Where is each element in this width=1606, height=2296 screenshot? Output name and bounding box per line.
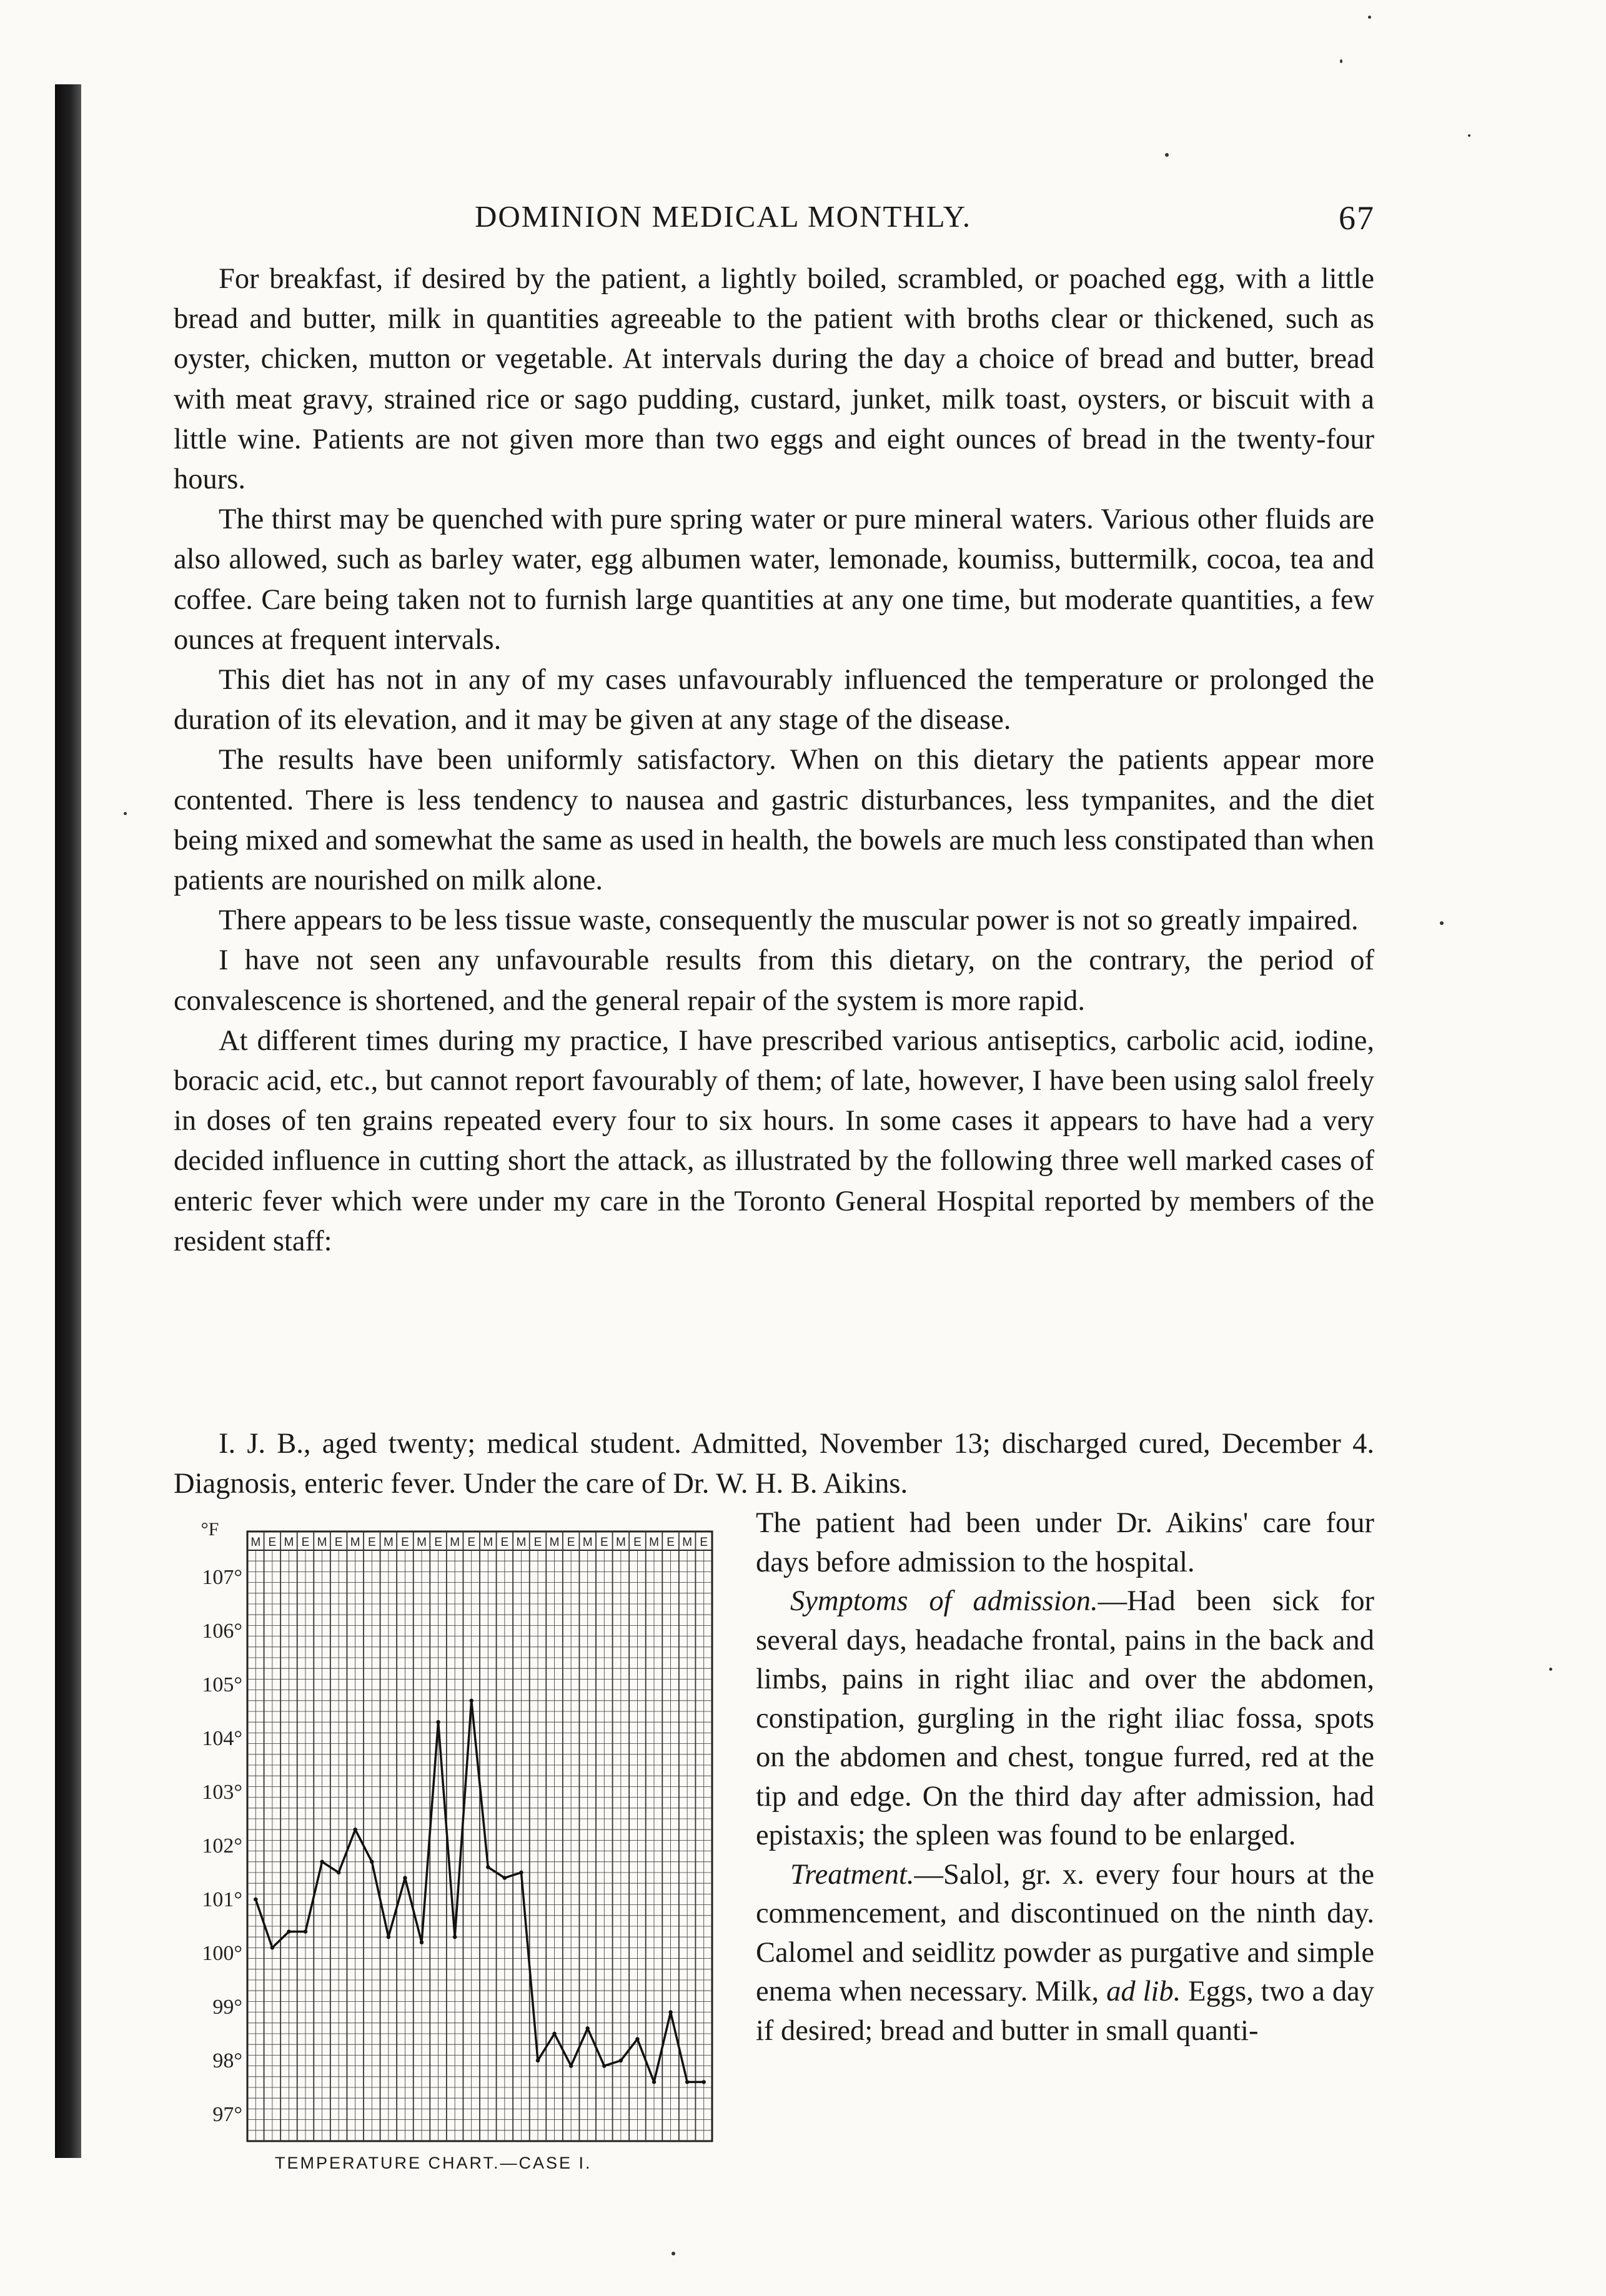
column-label: E — [301, 1536, 310, 1549]
temperature-point — [354, 1828, 357, 1831]
paragraph: This diet has not in any of my cases unfavourably influenced the temperature or prolonged the duration of its elevation, and it may be given at any stage of the disease. — [174, 664, 1374, 736]
y-tick-label: 98° — [212, 2049, 242, 2072]
temperature-point — [436, 1720, 440, 1724]
print-speck — [124, 812, 127, 815]
temperature-point — [519, 1871, 523, 1874]
column-label: M — [649, 1536, 659, 1549]
column-label: E — [401, 1536, 409, 1549]
column-label: M — [549, 1536, 560, 1549]
y-tick-label: 106° — [202, 1620, 242, 1643]
print-speck — [1468, 134, 1470, 137]
y-tick-label: 97° — [212, 2103, 242, 2126]
print-speck — [672, 2252, 675, 2255]
column-label: M — [450, 1536, 460, 1549]
temperature-point — [619, 2059, 623, 2062]
column-label: E — [633, 1536, 642, 1549]
temperature-point — [337, 1871, 340, 1874]
temperature-point — [270, 1946, 274, 1949]
paragraph: For breakfast, if desired by the patient, a lightly boiled, scrambled, or poached egg, with a little bread and butter, milk in quantities agreeable to the patient with broths clear or thickened, such as oyster, chicken, mutton or vegetable. At intervals during the day a choice of bread and butter, bread with meat gravy, strained rice or sago pudding, custard, junket, milk toast, oysters, or biscuit with a little wine. Patients are not given more than two eggs and eight ounces of bread in the twenty-four hours. — [174, 263, 1374, 496]
print-speck — [1368, 16, 1371, 19]
column-label: M — [516, 1536, 527, 1549]
column-label: M — [383, 1536, 394, 1549]
column-label: E — [334, 1536, 343, 1549]
paragraph: I have not seen any unfavourable results from this dietary, on the contrary, the period of convalescence is shortened, and the general repair of the system is more rapid. — [174, 944, 1374, 1017]
temperature-point — [602, 2064, 606, 2067]
column-label: E — [533, 1536, 542, 1549]
temperature-point — [370, 1860, 374, 1864]
column-label: E — [467, 1536, 476, 1549]
temperature-point — [685, 2080, 689, 2084]
unit-label: °F — [201, 1519, 219, 1540]
chart-caption: TEMPERATURE CHART.—CASE I. — [275, 2154, 592, 2172]
temperature-point — [635, 2037, 639, 2041]
symptoms-paragraph — [756, 1582, 1374, 1856]
y-tick-label: 99° — [212, 1996, 242, 2019]
column-label: M — [284, 1536, 294, 1549]
temperature-point — [420, 1941, 424, 1944]
y-tick-label: 101° — [202, 1888, 242, 1911]
treatment-adlib: ad lib. — [1106, 1976, 1181, 2007]
temperature-point — [403, 1876, 407, 1879]
temperature-point — [668, 2010, 672, 2014]
print-speck — [1165, 153, 1169, 157]
y-tick-label: 100° — [202, 1942, 242, 1965]
column-label: E — [667, 1536, 675, 1549]
treatment-text-b: Eggs, two a day if desired; bread and butter in small quanti- — [756, 1976, 1375, 2047]
column-label: M — [317, 1536, 327, 1549]
paragraph: There appears to be less tissue waste, consequently the muscular power is not so greatly impaired. — [219, 904, 1359, 937]
column-label: M — [417, 1536, 427, 1549]
y-tick-label: 102° — [202, 1834, 242, 1858]
running-header — [206, 199, 1375, 249]
treatment-text-a: —Salol, gr. x. every four hours at the commencement, and discontinued on the ninth day. Calomel and seidlitz powder as purgative and simple enema when necessary. Milk, — [756, 1858, 1374, 2007]
paragraph: At different times during my practice, I have prescribed various antiseptics, carbolic acid, iodine, boracic acid, etc., but cannot report favourably of them; of late, however, I have been using salol freely in doses of ten grains repeated every four to six hours. In some cases it appears to have had a very decided influence in cutting short the attack, as illustrated by the following three well marked cases of enteric fever which were under my care in the Toronto General Hospital reported by members of the resident staff: — [174, 1024, 1374, 1257]
column-label: M — [682, 1536, 693, 1549]
temperature-point — [470, 1699, 473, 1703]
column-label: M — [615, 1536, 626, 1549]
y-tick-label: 107° — [202, 1566, 242, 1589]
column-label: M — [582, 1536, 593, 1549]
treatment-heading: Treatment. — [790, 1858, 915, 1891]
paragraph: The results have been uniformly satisfactory. When on this dietary the patients appear more contented. There is less tendency to nausea and gastric disturbances, less tympanites, and the diet being mixed and somewhat the same as used in health, the bowels are much less constipated than when patients are nourished on milk alone. — [174, 744, 1374, 897]
symptoms-heading: Symptoms of admission. — [790, 1585, 1098, 1617]
page-number: 67 — [1339, 199, 1375, 237]
column-label: M — [250, 1536, 261, 1549]
temperature-chart — [169, 1510, 731, 2197]
symptoms-text: —Had been sick for several days, headache frontal, pains in the back and limbs, pains in right iliac and over the abdomen, constipation, gurgling in the right iliac fossa, spots on the abdomen and chest, tongue furred, red at the tip and edge. On the third day after admission, had epistaxis; the spleen was found to be enlarged. — [756, 1585, 1374, 1851]
temperature-point — [569, 2064, 573, 2067]
column-label: M — [350, 1536, 360, 1549]
temperature-point — [304, 1929, 307, 1933]
print-speck — [1440, 921, 1444, 925]
paragraph: The thirst may be quenched with pure spring water or pure mineral waters. Various other fluids are also allowed, such as barley water, egg albumen water, lemonade, koumiss, buttermilk, cocoa, tea and coffee. Care being taken not to furnish large quantities at any one time, but moderate quantities, a few ounces at frequent intervals. — [174, 503, 1374, 656]
treatment-paragraph — [756, 1856, 1374, 2051]
temperature-point — [254, 1898, 257, 1901]
column-label: M — [483, 1536, 493, 1549]
print-speck — [1549, 1668, 1552, 1671]
temperature-point — [387, 1935, 390, 1939]
column-label: E — [600, 1536, 608, 1549]
temperature-point — [536, 2059, 540, 2062]
column-label: E — [367, 1536, 376, 1549]
y-tick-label: 105° — [202, 1673, 242, 1696]
print-speck — [1340, 59, 1342, 63]
column-label: E — [434, 1536, 442, 1549]
case-details — [756, 1504, 1374, 2051]
temperature-point — [453, 1935, 457, 1939]
article-body — [174, 259, 1374, 1262]
temperature-point — [552, 2032, 556, 2036]
temperature-point — [586, 2026, 590, 2030]
column-label: E — [500, 1536, 509, 1549]
case-history: The patient had been under Dr. Aikins' care four days before admission to the hospital. — [756, 1507, 1374, 1578]
temperature-point — [287, 1929, 290, 1933]
temperature-point — [503, 1876, 507, 1879]
y-tick-label: 104° — [202, 1727, 242, 1750]
y-tick-label: 103° — [202, 1781, 242, 1804]
temperature-point — [702, 2080, 706, 2084]
temperature-point — [320, 1860, 324, 1864]
column-label: E — [567, 1536, 575, 1549]
temperature-point — [652, 2080, 656, 2084]
column-label: E — [268, 1536, 277, 1549]
case-intro: I. J. B., aged twenty; medical student. Admitted, November 13; discharged cured, December 4. Diagnosis, enteric fever. Under the care of Dr. W. H. B. Aikins. — [174, 1428, 1374, 1500]
journal-title: DOMINION MEDICAL MONTHLY. — [475, 199, 972, 234]
column-label: E — [700, 1536, 708, 1549]
temperature-chart-svg — [169, 1510, 731, 2154]
temperature-point — [486, 1865, 490, 1869]
page-edge-shadow — [55, 84, 81, 2158]
